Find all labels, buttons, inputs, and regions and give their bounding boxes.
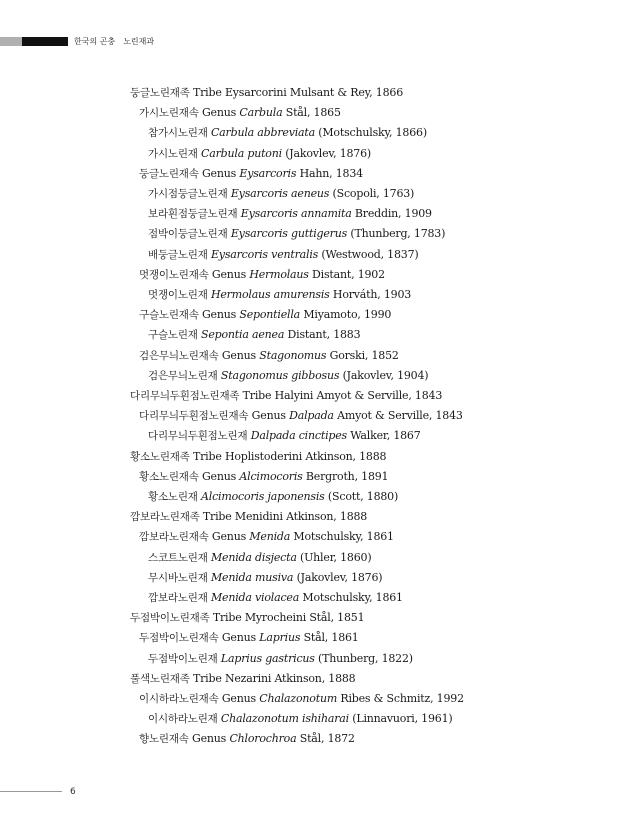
rank-label: Genus [251, 409, 290, 423]
korean-name: 다리무늬두흰점노린재 [148, 430, 248, 443]
species-entry [148, 288, 411, 302]
species-entry [148, 207, 432, 221]
korean-name: 깜보라노린재속 [139, 531, 209, 544]
species-entry [148, 712, 452, 726]
scientific-name: Eysarcoris annamita [240, 207, 352, 221]
authority: (Westwood, 1837) [318, 247, 419, 261]
species-entry [148, 571, 382, 585]
authority: Miyamoto, 1990 [300, 308, 392, 322]
species-entry [148, 147, 371, 161]
rank-label: Tribe [242, 389, 275, 402]
authority: Distant, 1883 [284, 328, 361, 342]
authority: Horváth, 1903 [329, 288, 412, 301]
scientific-name: Chalazonotum ishiharai [220, 712, 349, 726]
korean-name: 황소노린재족 [130, 450, 190, 463]
korean-name: 깜보라노린재족 [130, 511, 200, 524]
scientific-name: Sepontia aenea [201, 328, 285, 342]
tribe-entry [130, 86, 403, 100]
authority: (Jakovlev, 1876) [293, 570, 383, 584]
header-bar-black [22, 37, 68, 46]
genus-entry [139, 530, 394, 544]
tribe-entry [130, 611, 364, 625]
rank-label: Genus [201, 469, 240, 483]
authority: Menidini Atkinson, 1888 [234, 510, 368, 524]
species-entry [148, 328, 360, 342]
authority: Myrocheini Stål, 1851 [244, 611, 365, 625]
authority: (Jakovlev, 1876) [281, 146, 371, 160]
species-entry [148, 187, 414, 201]
scientific-name: Dalpada [289, 409, 334, 423]
korean-name: 깜보라노린재 [148, 592, 208, 604]
scientific-name: Eysarcoris [239, 166, 297, 180]
korean-name: 검은무늬노린재속 [139, 349, 219, 362]
running-header [0, 36, 637, 48]
authority: Eysarcorini Mulsant & Rey, 1866 [224, 86, 403, 99]
korean-name: 멋쟁이노린재 [148, 289, 208, 301]
scientific-name: Hermolaus amurensis [210, 288, 330, 301]
authority: Gorski, 1852 [326, 348, 399, 362]
rank-label: Genus [221, 692, 260, 705]
scientific-name: Alcimocoris [239, 469, 303, 483]
authority: (Uhler, 1860) [296, 550, 372, 564]
korean-name: 참가시노린재 [148, 127, 208, 140]
authority: Stål, 1872 [296, 732, 355, 746]
authority: (Thunberg, 1822) [314, 651, 413, 665]
header-bar-gray [0, 37, 22, 46]
rank-label: Genus [201, 308, 240, 322]
authority: Halyini Amyot & Serville, 1843 [274, 389, 443, 402]
species-entry [148, 429, 421, 443]
genus-entry [139, 692, 464, 706]
authority: Stål, 1865 [282, 106, 341, 120]
korean-name: 점박이둥글노린재 [148, 228, 228, 241]
scientific-name: Hermolaus [249, 267, 309, 281]
rank-label: Tribe [212, 611, 245, 625]
korean-name: 다리무늬두흰점노린재속 [139, 410, 249, 423]
section-title: 노린재과 [123, 37, 155, 46]
scientific-name: Stagonomus [259, 348, 327, 362]
scientific-name: Chalazonotum [259, 692, 338, 705]
rank-label: Tribe [202, 510, 235, 524]
korean-name: 구슬노린재 [148, 329, 198, 342]
species-entry [148, 551, 371, 565]
authority: (Thunberg, 1783) [347, 227, 446, 241]
authority: Motschulsky, 1861 [299, 591, 403, 604]
genus-entry [139, 167, 363, 181]
authority: Stål, 1861 [300, 631, 359, 645]
scientific-name: Alcimocoris japonensis [201, 490, 325, 503]
korean-name: 보라흰점둥글노린재 [148, 208, 238, 221]
authority: Amyot & Serville, 1843 [333, 409, 463, 423]
scientific-name: Dalpada cinctipes [250, 429, 347, 443]
korean-name: 황소노린재 [148, 491, 198, 503]
korean-name: 이시하라노린재 [148, 713, 218, 726]
species-entry [148, 591, 403, 605]
genus-entry [139, 631, 359, 645]
korean-name: 무시바노린재 [148, 571, 208, 584]
authority: (Scott, 1880) [324, 490, 399, 503]
korean-name: 배둥글노린재 [148, 248, 208, 261]
scientific-name: Menida musiva [210, 570, 294, 584]
genus-entry [139, 409, 463, 423]
authority: (Linnavuori, 1961) [348, 712, 453, 726]
tribe-entry [130, 672, 355, 686]
authority: Ribes & Schmitz, 1992 [337, 692, 464, 705]
scientific-name: Menida disjecta [210, 550, 297, 564]
korean-name: 두점박이노린재 [148, 652, 218, 665]
korean-name: 검은무늬노린재 [148, 369, 218, 382]
korean-name: 풀색노린재족 [130, 672, 190, 685]
scientific-name: Stagonomus gibbosus [220, 368, 340, 382]
species-entry [148, 227, 445, 241]
authority: Bergroth, 1891 [302, 469, 389, 483]
korean-name: 이시하라노린재속 [139, 693, 219, 705]
authority: Hahn, 1834 [296, 166, 363, 180]
korean-name: 스코트노린재 [148, 551, 208, 564]
korean-name: 두점박이노린재속 [139, 632, 219, 645]
species-entry [148, 369, 428, 383]
rank-label: Genus [211, 267, 250, 281]
species-entry [148, 490, 398, 504]
korean-name: 다리무늬두흰점노린재족 [130, 390, 240, 402]
species-entry [148, 126, 427, 140]
korean-name: 가시점둥글노린재 [148, 188, 228, 200]
scientific-name: Eysarcoris ventralis [210, 247, 319, 261]
footer-rule [0, 791, 62, 792]
authority: Distant, 1902 [308, 267, 385, 281]
rank-label: Tribe [192, 671, 225, 685]
rank-label: Genus [201, 106, 240, 120]
korean-name: 둥글노린재속 [139, 167, 199, 180]
rank-label: Genus [211, 530, 250, 544]
rank-label: Genus [221, 631, 260, 645]
korean-name: 향노린재속 [139, 733, 189, 746]
scientific-name: Carbula putoni [201, 146, 282, 160]
scientific-name: Eysarcoris aeneus [230, 187, 330, 200]
scientific-name: Carbula abbreviata [210, 126, 315, 140]
rank-label: Genus [192, 732, 230, 746]
scientific-name: Chlorochroa [229, 732, 297, 746]
korean-name: 둥글노린재족 [130, 87, 190, 99]
genus-entry [139, 470, 388, 484]
genus-entry [139, 732, 355, 746]
korean-name: 두점박이노린재족 [130, 612, 210, 625]
korean-name: 구슬노린재속 [139, 309, 199, 322]
rank-label: Tribe [192, 86, 225, 99]
genus-entry [139, 308, 391, 322]
rank-label: Genus [221, 348, 260, 362]
running-head [74, 36, 154, 48]
korean-name: 가시노린재 [148, 147, 198, 160]
authority: Walker, 1867 [346, 429, 421, 443]
tribe-entry [130, 510, 367, 524]
book-title: 한국의 곤충 [74, 37, 116, 46]
tribe-entry [130, 450, 386, 464]
scientific-name: Laprius gastricus [220, 651, 315, 665]
genus-entry [139, 268, 385, 282]
authority: Breddin, 1909 [351, 207, 432, 221]
tribe-entry [130, 389, 442, 403]
authority: (Jakovlev, 1904) [339, 368, 429, 382]
scientific-name: Eysarcoris guttigerus [230, 227, 348, 241]
genus-entry [139, 106, 341, 120]
scientific-name: Sepontiella [239, 308, 301, 322]
authority: Motschulsky, 1861 [290, 530, 394, 544]
authority: Hoplistoderini Atkinson, 1888 [224, 449, 387, 463]
species-entry [148, 652, 413, 666]
authority: Nezarini Atkinson, 1888 [224, 671, 356, 685]
scientific-name: Carbula [239, 106, 283, 120]
rank-label: Tribe [192, 449, 225, 463]
scientific-name: Menida [249, 530, 291, 544]
korean-name: 황소노린재속 [139, 470, 199, 483]
scientific-name: Menida violacea [210, 591, 300, 604]
authority: (Scopoli, 1763) [329, 187, 415, 200]
rank-label: Genus [201, 166, 240, 180]
authority: (Motschulsky, 1866) [314, 126, 427, 140]
page-number: 6 [70, 787, 76, 797]
scientific-name: Laprius [259, 631, 301, 645]
species-entry [148, 248, 418, 262]
genus-entry [139, 349, 399, 363]
korean-name: 가시노린재속 [139, 107, 199, 120]
korean-name: 멋쟁이노린재속 [139, 268, 209, 281]
